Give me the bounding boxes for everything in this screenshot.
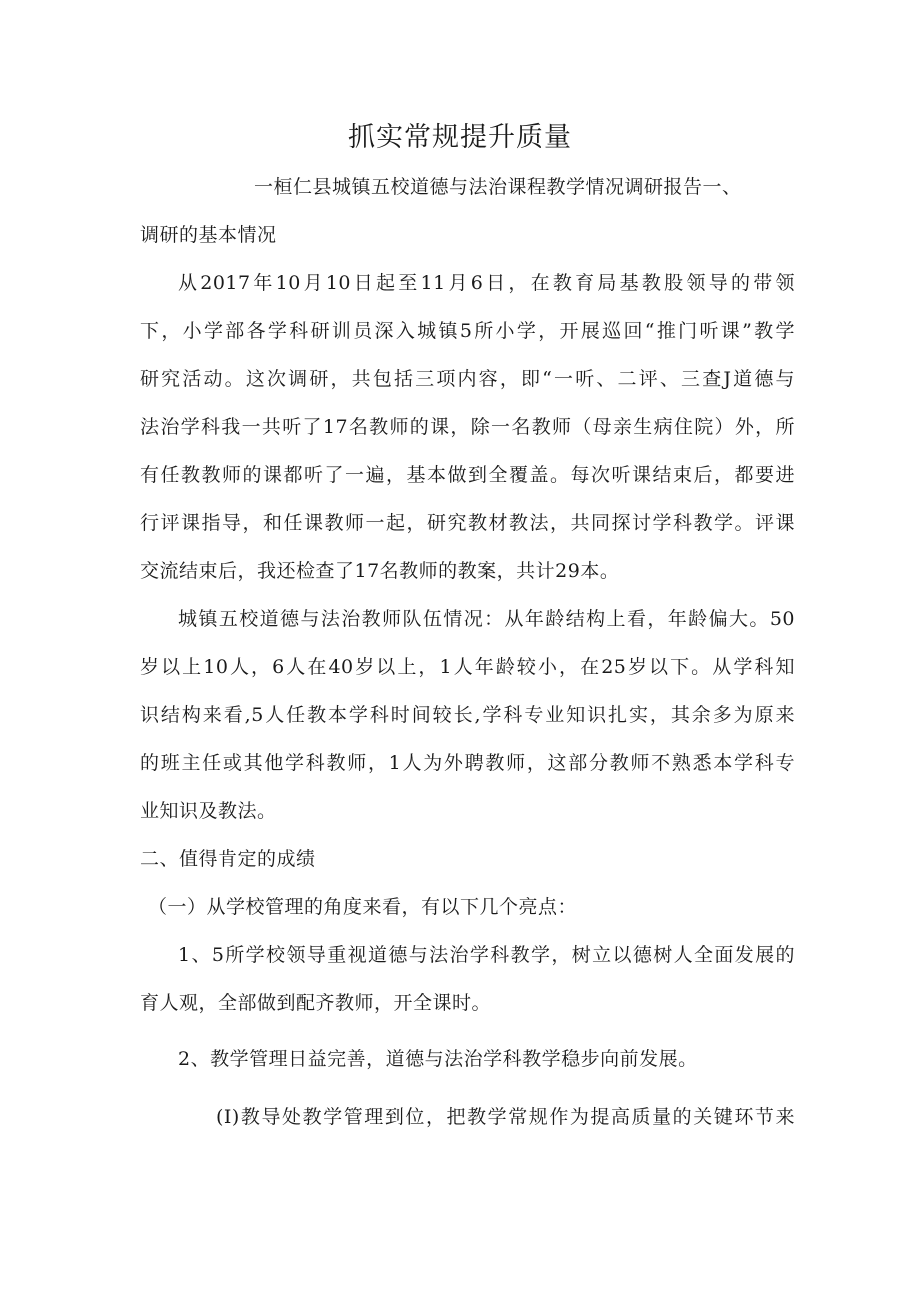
section-heading: 二、值得肯定的成绩	[140, 848, 316, 870]
paragraph-line: 行评课指导，和任课教师一起，研究教材教法，共同探讨学科教学。评课	[140, 512, 795, 534]
paragraph-line: 有任教教师的课都听了一遍，基本做到全覆盖。每次听课结束后，都要进	[140, 464, 795, 486]
subsection-heading: （一）从学校管理的角度来看，有以下几个亮点：	[148, 896, 578, 918]
paragraph-line: 交流结束后，我还检查了17名教师的教案，共计29本。	[140, 560, 620, 582]
paragraph-line: 的班主任或其他学科教师，1人为外聘教师，这部分教师不熟悉本学科专	[140, 752, 795, 774]
paragraph-line: 岁以上10人，6人在40岁以上，1人年龄较小，在25岁以下。从学科知	[140, 656, 795, 678]
section-heading-continued: 调研的基本情况	[140, 224, 277, 246]
paragraph-line: 下，小学部各学科研训员深入城镇5所小学，开展巡回“推门听课”教学	[140, 320, 795, 342]
list-item-line: 2、教学管理日益完善，道德与法治学科教学稳步向前发展。	[178, 1048, 698, 1070]
paragraph-line: 研究活动。这次调研，共包括三项内容，即“一听、二评、三查J道德与	[140, 368, 795, 390]
list-item-line: 育人观，全部做到配齐教师，开全课时。	[140, 992, 492, 1014]
paragraph-line: 识结构来看,5人任教本学科时间较长,学科专业知识扎实，其余多为原来	[140, 704, 795, 726]
subtitle-line: 一桓仁县城镇五校道德与法治课程教学情况调研报告一、	[254, 176, 742, 198]
list-item-line: (I)教导处教学管理到位，把教学常规作为提高质量的关键环节来	[216, 1106, 795, 1128]
document-title: 抓实常规提升质量	[348, 122, 572, 153]
paragraph-line: 法治学科我一共听了17名教师的课，除一名教师（母亲生病住院）外，所	[140, 416, 795, 438]
list-item-line: 1、5所学校领导重视道德与法治学科教学，树立以德树人全面发展的	[178, 944, 795, 966]
paragraph-line: 从2017年10月10日起至11月6日，在教育局基教股领导的带领	[178, 272, 795, 294]
paragraph-line: 城镇五校道德与法治教师队伍情况：从年龄结构上看，年龄偏大。50	[178, 608, 795, 630]
paragraph-line: 业知识及教法。	[140, 800, 277, 822]
